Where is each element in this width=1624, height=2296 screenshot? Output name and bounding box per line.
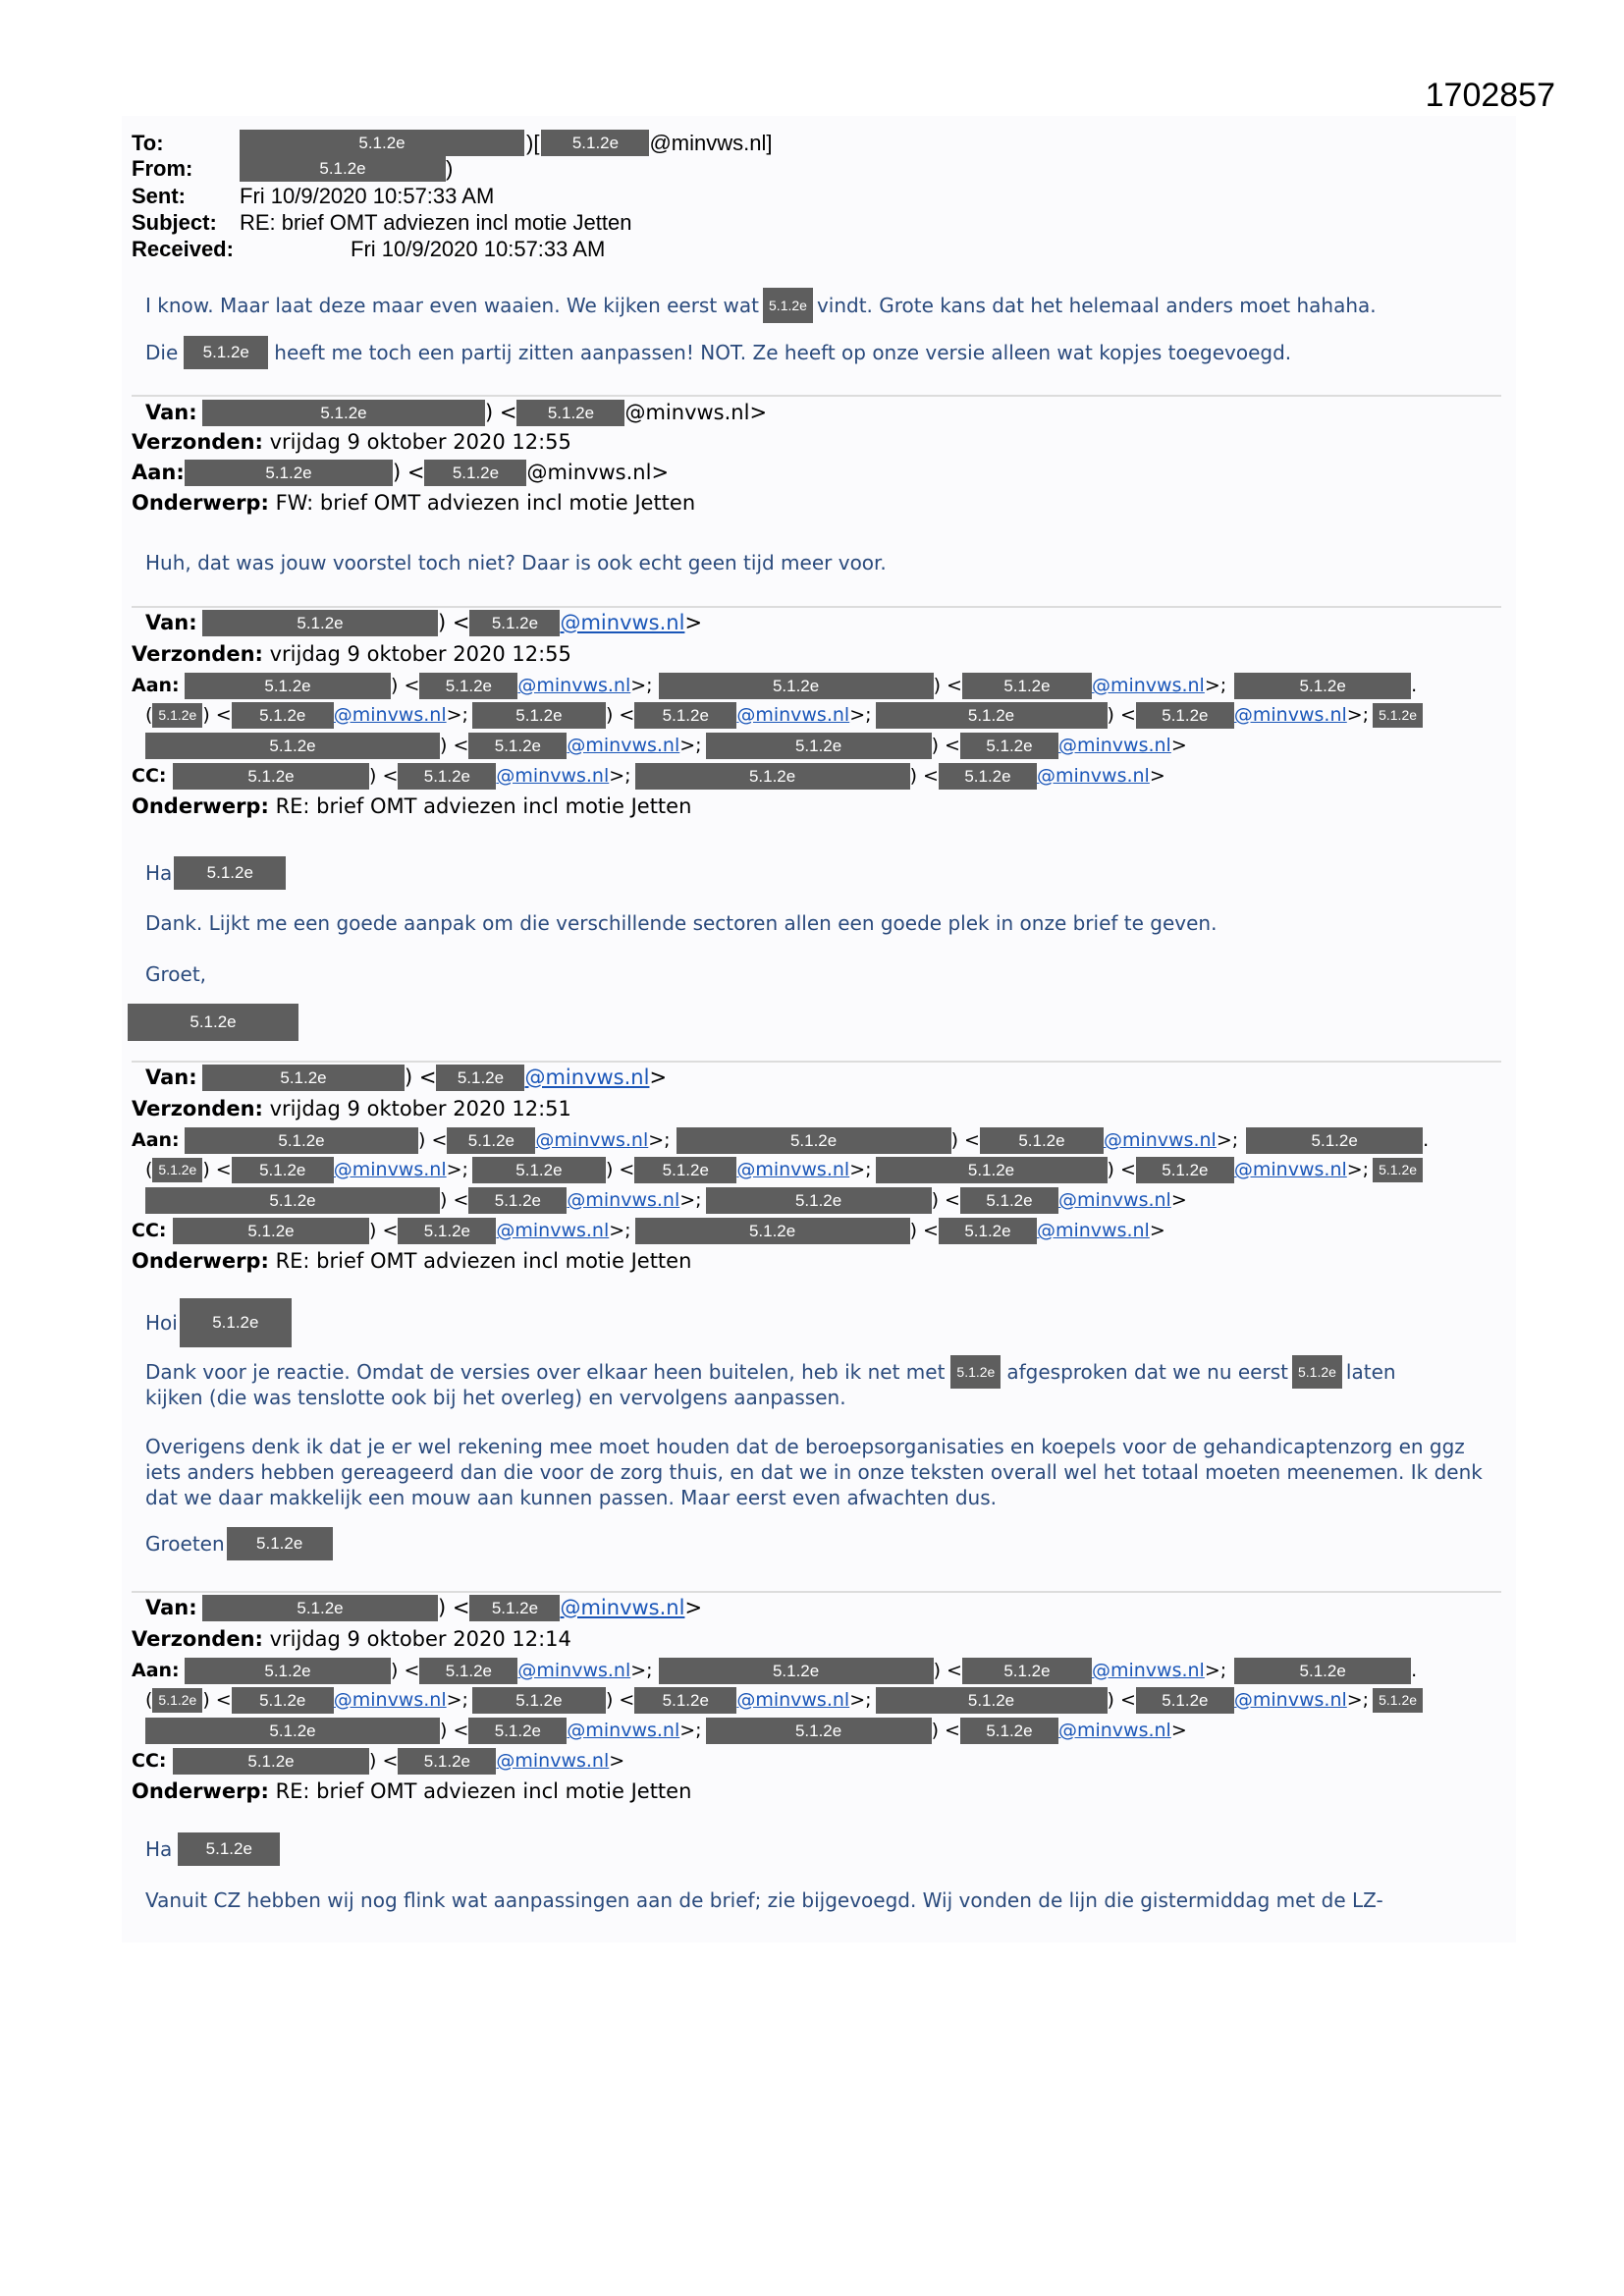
redaction-block: 5.1.2e (202, 1065, 405, 1091)
message4-aan-row: Aan: 5.1.2e ) < 5.1.2e @minvws.nl >; 5.1.2e ) < 5.1.2e @minvws.nl >; 5.1.2e . (132, 1126, 1506, 1154)
from-row: From: 5.1.2e ) (132, 156, 454, 181)
redaction-block: 5.1.2e (227, 1527, 333, 1560)
message1-line2 (145, 336, 1500, 369)
redaction-block: 5.1.2e (635, 763, 910, 790)
redaction-block: 5.1.2e (634, 702, 736, 729)
redaction-block: 5.1.2e (468, 1718, 567, 1744)
redaction-block: 5.1.2e (939, 1218, 1037, 1244)
message3-cc-row: CC: 5.1.2e ) < 5.1.2e @minvws.nl >; 5.1.2e ) < 5.1.2e @minvws.nl > (132, 762, 1506, 790)
received-row (132, 236, 605, 262)
message5-aan-row: Aan: 5.1.2e ) < 5.1.2e @minvws.nl >; 5.1.2e ) < 5.1.2e @minvws.nl >; 5.1.2e . (132, 1657, 1506, 1684)
message2-onderwerp-row (132, 489, 1506, 517)
message5-greeting (145, 1832, 1500, 1866)
redaction-block: 5.1.2e (185, 1658, 391, 1684)
redaction-block: 5.1.2e (1246, 1127, 1423, 1154)
email-link[interactable]: @minvws.nl (496, 1750, 610, 1772)
redaction-block: 5.1.2e (436, 1065, 524, 1091)
redaction-block: 5.1.2e (1373, 1158, 1423, 1182)
redaction-block: 5.1.2e (145, 1187, 440, 1214)
sent-date: vrijdag 9 oktober 2020 12:14 (269, 1627, 571, 1651)
message3-aan-row2: ( 5.1.2e ) < 5.1.2e @minvws.nl >; 5.1.2e ) < 5.1.2e @minvws.nl >; 5.1.2e ) < 5.1.2e @minvws.nl >; 5.1.2e (132, 701, 1506, 729)
subject-label: Subject: (132, 210, 217, 235)
redaction-block: 5.1.2e (447, 1127, 535, 1154)
message4-aan-row2: ( 5.1.2e ) < 5.1.2e @minvws.nl >; 5.1.2e ) < 5.1.2e @minvws.nl >; 5.1.2e ) < 5.1.2e @minvws.nl >; 5.1.2e (132, 1156, 1506, 1183)
email-link[interactable]: @minvws.nl (736, 1689, 850, 1711)
redaction-block: 5.1.2e (472, 1687, 606, 1714)
body-text: afgesproken dat we nu eerst (1006, 1360, 1288, 1384)
email-link[interactable]: @minvws.nl (560, 1596, 685, 1619)
redaction-block: 5.1.2e (541, 130, 649, 156)
redaction-block: 5.1.2e (152, 1688, 202, 1713)
email-link[interactable]: @minvws.nl (567, 1189, 680, 1211)
verzonden-label: Verzonden: (132, 642, 263, 666)
subject: FW: brief OMT adviezen incl motie Jetten (275, 491, 696, 515)
onderwerp-label: Onderwerp: (132, 794, 269, 818)
message4-greeting (145, 1298, 1500, 1347)
separator (132, 606, 1501, 608)
message5-aan-row3: 5.1.2e ) < 5.1.2e @minvws.nl >; 5.1.2e ) < 5.1.2e @minvws.nl > (132, 1717, 1506, 1744)
redaction-block: 5.1.2e (1136, 702, 1234, 729)
redaction-block: 5.1.2e (145, 733, 440, 759)
message1-line1 (145, 288, 1500, 323)
redaction-block: 5.1.2e (202, 400, 485, 426)
email-link[interactable]: @minvws.nl (333, 704, 447, 726)
redaction-block: 5.1.2e (659, 673, 934, 699)
redaction-block: 5.1.2e (152, 1158, 202, 1182)
message5-onderwerp-row (132, 1777, 1506, 1805)
message4-aan-row3: 5.1.2e ) < 5.1.2e @minvws.nl >; 5.1.2e ) < 5.1.2e @minvws.nl > (132, 1186, 1506, 1214)
redaction-block: 5.1.2e (173, 1218, 369, 1244)
redaction-block: 5.1.2e (706, 1718, 932, 1744)
redaction-block: 5.1.2e (1136, 1157, 1234, 1183)
redaction-block: 5.1.2e (185, 673, 391, 699)
body-text: I know. Maar laat deze maar even waaien. We kijken eerst wat (145, 294, 760, 317)
onderwerp-label: Onderwerp: (132, 491, 269, 515)
email-link[interactable]: @minvws.nl (333, 1159, 447, 1180)
message3-aan-row: Aan: 5.1.2e ) < 5.1.2e @minvws.nl >; 5.1.2e ) < 5.1.2e @minvws.nl >; 5.1.2e . (132, 672, 1506, 699)
sent-date: vrijdag 9 oktober 2020 12:55 (269, 642, 571, 666)
redaction-block: 5.1.2e (468, 733, 567, 759)
aan-label: Aan: (132, 1660, 180, 1681)
redaction-block: 5.1.2e (232, 1157, 334, 1183)
email-link[interactable]: @minvws.nl (1103, 1129, 1217, 1151)
redaction-block: 5.1.2e (1373, 703, 1423, 728)
message5-van-row: Van: 5.1.2e ) < 5.1.2e @minvws.nl > (132, 1594, 1506, 1621)
redaction-block: 5.1.2e (184, 336, 268, 369)
redaction-block: 5.1.2e (145, 1718, 440, 1744)
redaction-block: 5.1.2e (232, 1687, 334, 1714)
signature (128, 1004, 298, 1041)
separator (132, 1591, 1501, 1593)
email-link[interactable]: @minvws.nl (1233, 1689, 1347, 1711)
redaction-block: 5.1.2e (516, 400, 624, 426)
redaction-block: 5.1.2e (398, 1748, 496, 1775)
redaction-block: 5.1.2e (950, 1355, 1001, 1389)
verzonden-label: Verzonden: (132, 430, 263, 454)
body-text: laten (1345, 1360, 1396, 1384)
redaction-block: 5.1.2e (469, 610, 560, 636)
redaction-block: 5.1.2e (634, 1687, 736, 1714)
redaction-block: 5.1.2e (1292, 1355, 1342, 1389)
van-label: Van: (145, 1596, 197, 1619)
separator (132, 1061, 1501, 1063)
email-link[interactable]: @minvws.nl (333, 1689, 447, 1711)
redaction-block: 5.1.2e (128, 1004, 298, 1041)
cc-label: CC: (132, 1220, 167, 1241)
message2-body: Huh, dat was jouw voorstel toch niet? Daar is ook echt geen tijd meer voor. (145, 551, 887, 574)
document-number: 1702857 (1425, 77, 1555, 114)
email-domain: @minvws.nl (624, 401, 750, 424)
received-value: Fri 10/9/2020 10:57:33 AM (351, 237, 606, 261)
redaction-block: 5.1.2e (634, 1157, 736, 1183)
email-link[interactable]: @minvws.nl (524, 1066, 650, 1089)
redaction-block: 5.1.2e (202, 610, 438, 636)
message4-p1-line1 (145, 1355, 1500, 1389)
message3-closing: Groet, (145, 962, 207, 986)
redaction-block: 5.1.2e (185, 1127, 418, 1154)
redaction-block: 5.1.2e (1373, 1688, 1423, 1713)
message4-onderwerp-row (132, 1247, 1506, 1275)
redaction-block: 5.1.2e (472, 702, 606, 729)
redaction-block: 5.1.2e (398, 1218, 496, 1244)
greeting: Ha (145, 1837, 173, 1861)
from-label: From: (132, 156, 193, 181)
sent-value: Fri 10/9/2020 10:57:33 AM (240, 184, 495, 208)
to-suffix: @minvws.nl] (649, 131, 773, 155)
redaction-block: 5.1.2e (960, 733, 1058, 759)
email-link[interactable]: @minvws.nl (1036, 1220, 1150, 1241)
message4-van-row: Van: 5.1.2e ) < 5.1.2e @minvws.nl > (132, 1064, 1506, 1091)
redaction-block: 5.1.2e (472, 1157, 606, 1183)
email-link[interactable]: @minvws.nl (1057, 1720, 1171, 1741)
redaction-block: 5.1.2e (240, 130, 524, 156)
email-link[interactable]: @minvws.nl (560, 611, 685, 634)
body-text: heeft me toch een partij zitten aanpassen! NOT. Ze heeft op onze versie alleen wat kopjes toegevoegd. (274, 341, 1292, 364)
message2-aan-row: Aan: 5.1.2e ) < 5.1.2e @minvws.nl > (132, 461, 670, 484)
redaction-block: 5.1.2e (763, 288, 813, 323)
redaction-block: 5.1.2e (939, 763, 1037, 790)
redaction-block: 5.1.2e (419, 673, 517, 699)
redaction-block: 5.1.2e (202, 1595, 438, 1621)
message2-verzonden-row (132, 428, 1506, 456)
received-label: Received: (132, 237, 234, 261)
subject: RE: brief OMT adviezen incl motie Jetten (275, 794, 692, 818)
van-label: Van: (145, 611, 197, 634)
redaction-block: 5.1.2e (419, 1658, 517, 1684)
redaction-block: 5.1.2e (240, 155, 446, 182)
redaction-block: 5.1.2e (962, 1658, 1092, 1684)
email-link[interactable]: @minvws.nl (567, 1720, 680, 1741)
email-link[interactable]: @minvws.nl (517, 1660, 631, 1681)
redaction-block: 5.1.2e (1234, 673, 1411, 699)
redaction-block: 5.1.2e (876, 1687, 1108, 1714)
message4-p2: Overigens denk ik dat je er wel rekening mee moet houden dat de beroepsorganisaties en koepels voor de gehandicaptenzorg en ggz iets anders hebben gereageerd dan die voor de zorg thuis, en dat we in onze teksten overall wel het totaal moeten meenemen. Ik denk dat we daar makkelijk een mouw aan kunnen passen. Maar eerst even afwachten dus. (145, 1435, 1483, 1509)
greeting: Hoi (145, 1311, 178, 1335)
email-link[interactable]: @minvws.nl (1233, 1159, 1347, 1180)
subject: RE: brief OMT adviezen incl motie Jetten (275, 1779, 692, 1803)
aan-label: Aan: (132, 1129, 180, 1151)
email-link[interactable]: @minvws.nl (1233, 704, 1347, 726)
greeting: Ha (145, 861, 173, 885)
redaction-block: 5.1.2e (876, 702, 1108, 729)
cc-label: CC: (132, 765, 167, 787)
email-link[interactable]: @minvws.nl (535, 1129, 649, 1151)
subject-value: RE: brief OMT adviezen incl motie Jetten (240, 210, 632, 235)
redaction-block: 5.1.2e (1136, 1687, 1234, 1714)
email-link[interactable]: @minvws.nl (1091, 1660, 1205, 1681)
email-link[interactable]: @minvws.nl (567, 735, 680, 756)
redaction-block: 5.1.2e (980, 1127, 1104, 1154)
sent-row (132, 183, 494, 209)
message3-verzonden-row (132, 640, 1506, 668)
email-link[interactable]: @minvws.nl (496, 765, 610, 787)
redaction-block: 5.1.2e (677, 1127, 951, 1154)
onderwerp-label: Onderwerp: (132, 1249, 269, 1273)
redaction-block: 5.1.2e (706, 1187, 932, 1214)
message3-greeting (145, 856, 1500, 890)
redaction-block: 5.1.2e (178, 1832, 280, 1866)
onderwerp-label: Onderwerp: (132, 1779, 269, 1803)
message3-aan-row3: 5.1.2e ) < 5.1.2e @minvws.nl >; 5.1.2e ) < 5.1.2e @minvws.nl > (132, 732, 1506, 759)
redaction-block: 5.1.2e (424, 460, 526, 486)
cc-label: CC: (132, 1750, 167, 1772)
email-link[interactable]: @minvws.nl (1057, 1189, 1171, 1211)
redaction-block: 5.1.2e (469, 1595, 560, 1621)
closing: Groeten (145, 1532, 225, 1556)
verzonden-label: Verzonden: (132, 1627, 263, 1651)
aan-label: Aan: (132, 675, 180, 696)
to-row: To: 5.1.2e )[ 5.1.2e @minvws.nl] (132, 131, 773, 155)
redaction-block: 5.1.2e (659, 1658, 934, 1684)
redaction-block: 5.1.2e (173, 763, 369, 790)
subject: RE: brief OMT adviezen incl motie Jetten (275, 1249, 692, 1273)
van-label: Van: (145, 1066, 197, 1089)
to-label: To: (132, 131, 164, 155)
sent-label: Sent: (132, 184, 186, 208)
aan-label: Aan: (132, 461, 185, 484)
body-text: vindt. Grote kans dat het helemaal anders moet hahaha. (816, 294, 1377, 317)
message4-verzonden-row (132, 1095, 1506, 1122)
separator (132, 395, 1501, 397)
sent-date: vrijdag 9 oktober 2020 12:55 (269, 430, 571, 454)
email-link[interactable]: @minvws.nl (1057, 735, 1171, 756)
message5-cc-row: CC: 5.1.2e ) < 5.1.2e @minvws.nl > (132, 1747, 1506, 1775)
message3-van-row: Van: 5.1.2e ) < 5.1.2e @minvws.nl > (132, 609, 1506, 636)
subject-row (132, 209, 631, 236)
redaction-block: 5.1.2e (635, 1218, 910, 1244)
email-link[interactable]: @minvws.nl (1036, 765, 1150, 787)
email-link[interactable]: @minvws.nl (1091, 675, 1205, 696)
message3-body: Dank. Lijkt me een goede aanpak om die verschillende sectoren allen een goede plek in onze brief te geven. (145, 911, 1218, 935)
redaction-block: 5.1.2e (398, 763, 496, 790)
verzonden-label: Verzonden: (132, 1097, 263, 1121)
body-text: Dank voor je reactie. Omdat de versies over elkaar heen buitelen, heb ik net met (145, 1360, 946, 1384)
message5-verzonden-row (132, 1625, 1506, 1653)
message5-body: Vanuit CZ hebben wij nog flink wat aanpassingen aan de brief; zie bijgevoegd. Wij vonden de lijn die gistermiddag met de LZ- (145, 1888, 1383, 1912)
redaction-block: 5.1.2e (180, 1298, 292, 1347)
email-link[interactable]: @minvws.nl (736, 704, 850, 726)
redaction-block: 5.1.2e (706, 733, 932, 759)
redaction-block: 5.1.2e (174, 856, 286, 890)
redaction-block: 5.1.2e (962, 673, 1092, 699)
redaction-block: 5.1.2e (173, 1748, 369, 1775)
message2-van-row: Van: 5.1.2e ) < 5.1.2e @minvws.nl > (132, 399, 1506, 426)
email-link[interactable]: @minvws.nl (496, 1220, 610, 1241)
message4-p1-line2: kijken (die was tenslotte ook bij het overleg) en vervolgens aanpassen. (145, 1386, 846, 1409)
body-text: Die (145, 341, 179, 364)
email-link[interactable]: @minvws.nl (517, 675, 631, 696)
redaction-block: 5.1.2e (185, 460, 393, 486)
redaction-block: 5.1.2e (1234, 1658, 1411, 1684)
message4-closing (145, 1527, 1500, 1560)
message3-onderwerp-row (132, 793, 1506, 820)
sent-date: vrijdag 9 oktober 2020 12:51 (269, 1097, 571, 1121)
message5-aan-row2: ( 5.1.2e ) < 5.1.2e @minvws.nl >; 5.1.2e ) < 5.1.2e @minvws.nl >; 5.1.2e ) < 5.1.2e @minvws.nl >; 5.1.2e (132, 1686, 1506, 1714)
redaction-block: 5.1.2e (960, 1187, 1058, 1214)
email-domain: @minvws.nl (526, 461, 652, 484)
redaction-block: 5.1.2e (232, 702, 334, 729)
redaction-block: 5.1.2e (468, 1187, 567, 1214)
redaction-block: 5.1.2e (960, 1718, 1058, 1744)
message4-cc-row: CC: 5.1.2e ) < 5.1.2e @minvws.nl >; 5.1.2e ) < 5.1.2e @minvws.nl > (132, 1217, 1506, 1244)
redaction-block: 5.1.2e (152, 703, 202, 728)
van-label: Van: (145, 401, 197, 424)
redaction-block: 5.1.2e (876, 1157, 1108, 1183)
email-link[interactable]: @minvws.nl (736, 1159, 850, 1180)
